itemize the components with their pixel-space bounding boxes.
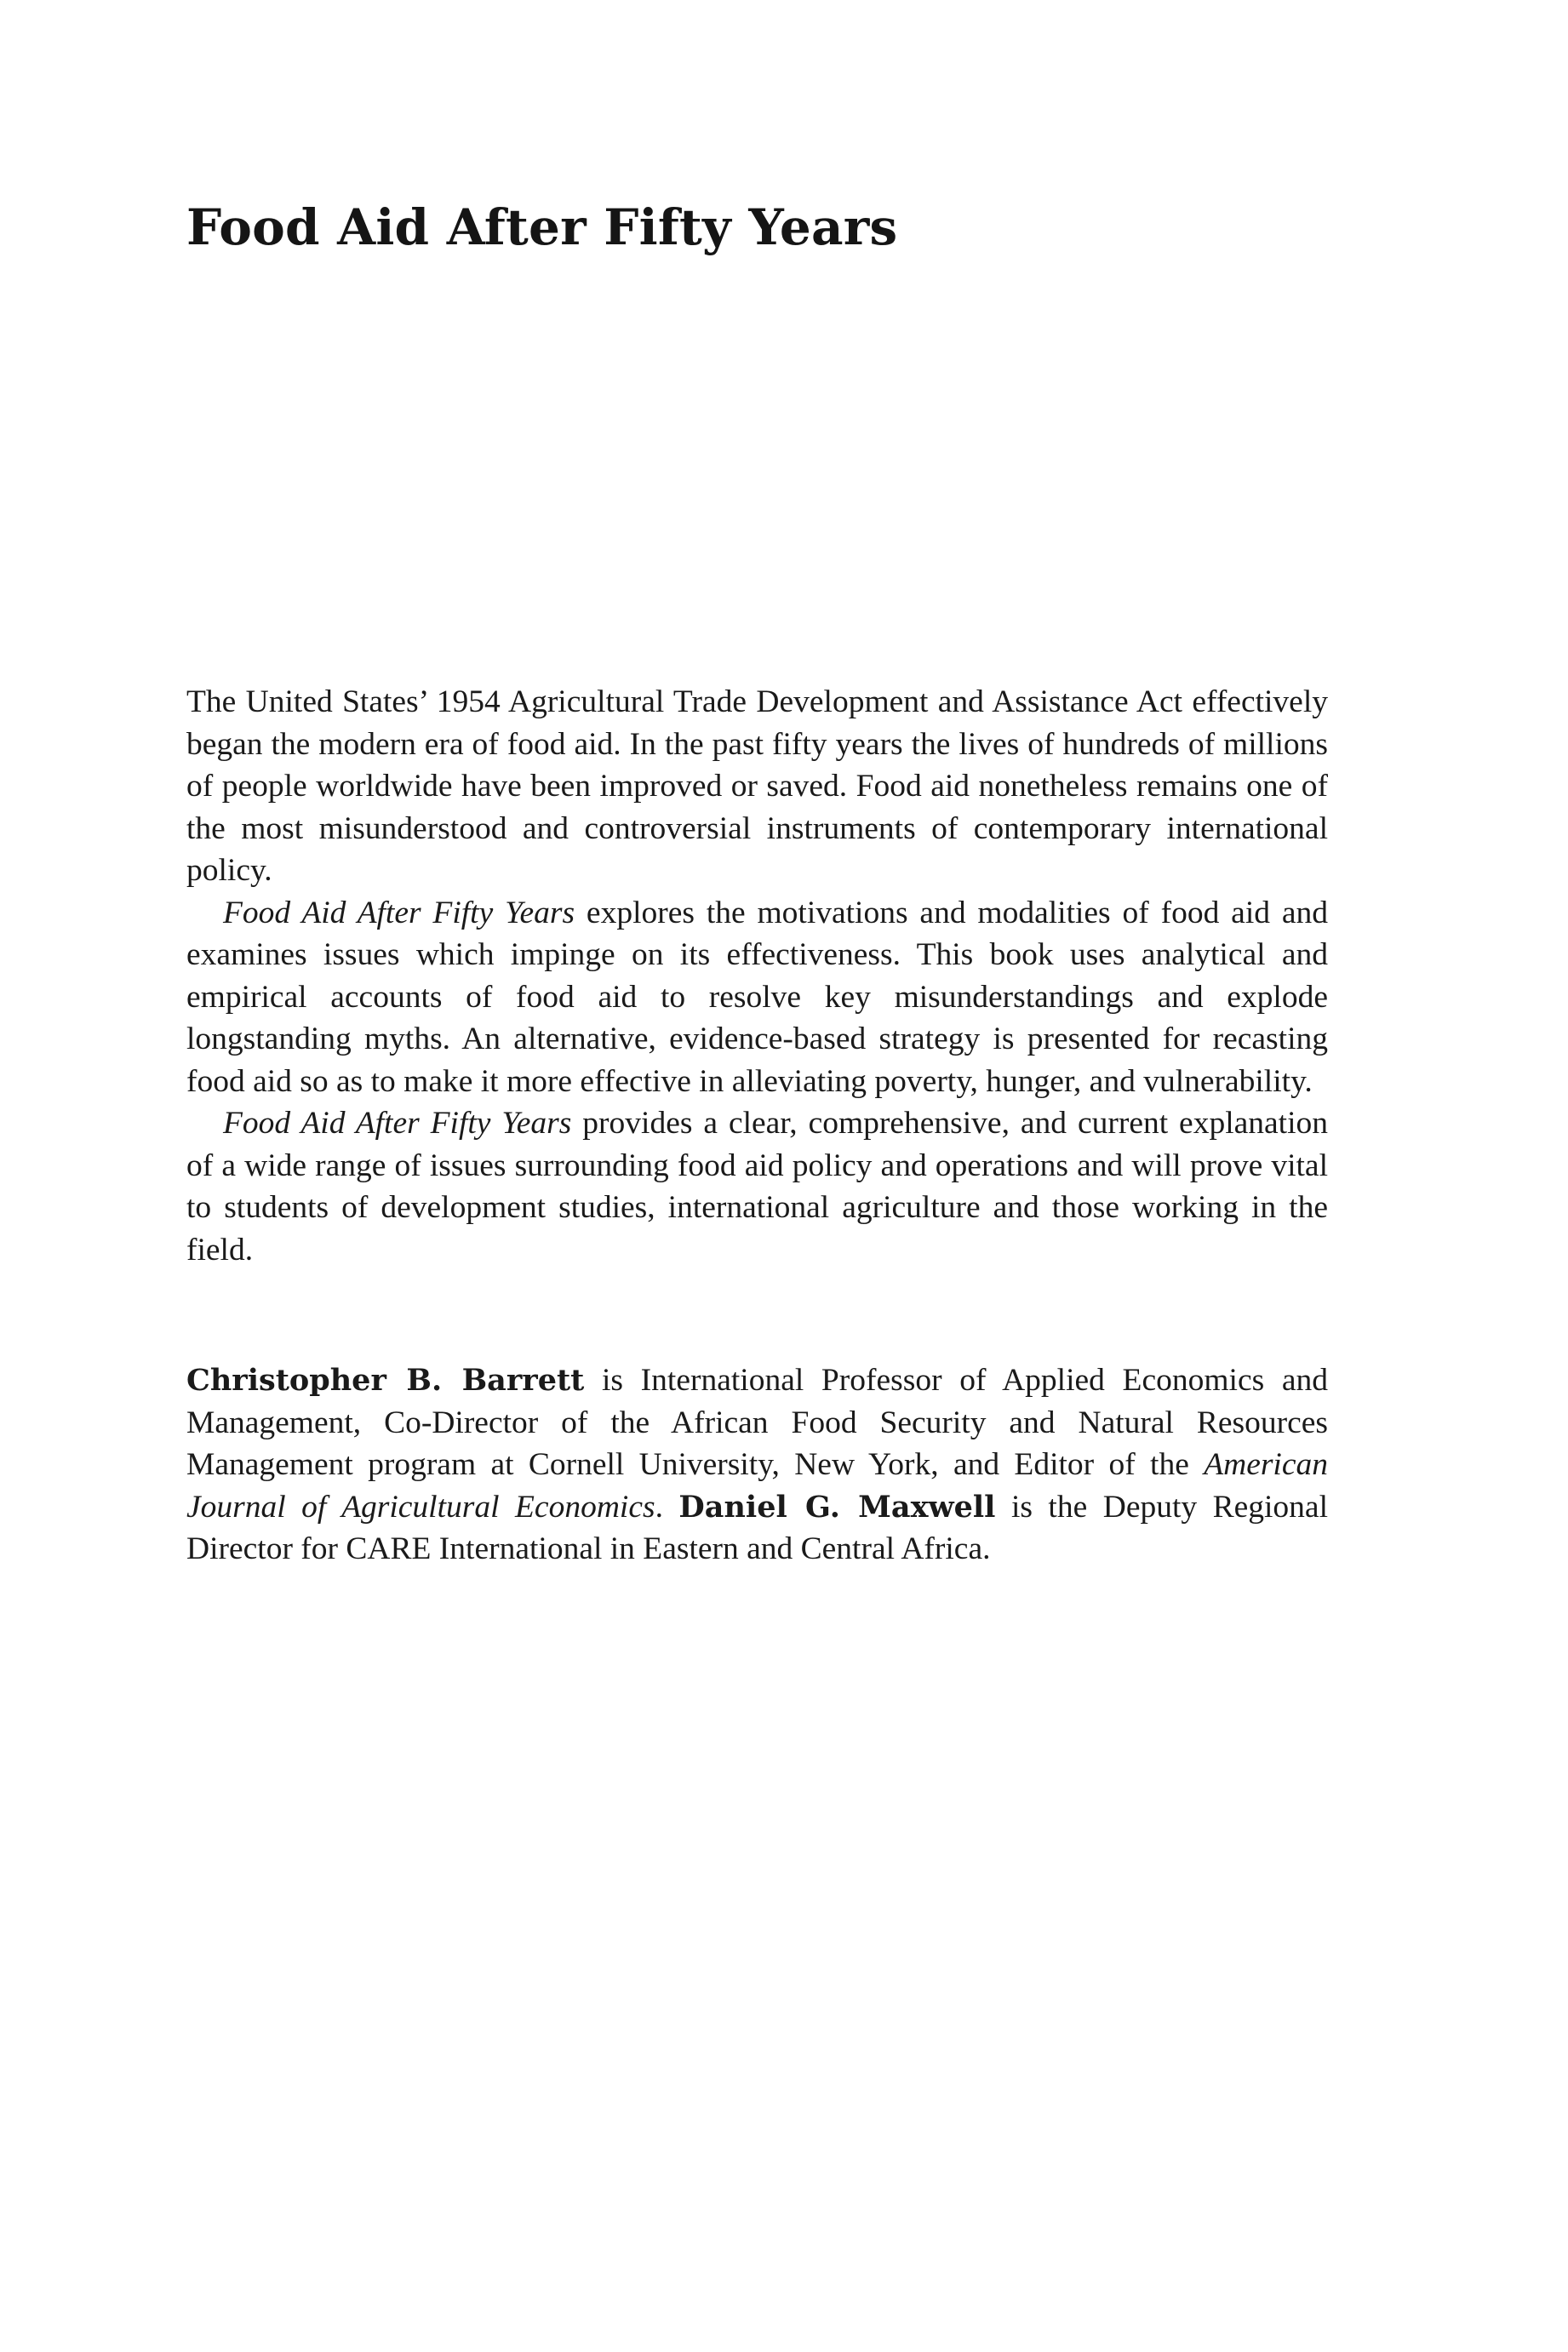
description-paragraph-1: The United States’ 1954 Agricultural Trade Development and Assistance Act effectively began the modern era of food aid. In the past fifty years the lives of hundreds of millions of people worldwide have been improved or saved. Food aid nonetheless remains one of the most misunderstood and controversial instruments of contemporary international policy. <box>186 684 1328 888</box>
description-paragraph-2 <box>186 892 1328 1103</box>
journal-title: American Journal of Agricultural Economics <box>186 1447 1328 1525</box>
author-2-description: is the Deputy Regional Director for CARE International in Eastern and Central Africa. <box>186 1489 1328 1566</box>
book-title-italic: Food Aid After Fifty Years <box>223 895 575 930</box>
description-paragraph-3 <box>186 1102 1328 1271</box>
author-name-maxwell: Daniel G. Maxwell <box>678 1489 996 1525</box>
author-1-description: is International Professor of Applied Economics and Management, Co-Director of the African Food Security and Natural Resources Management program at Cornell University, New York, and Editor of the <box>186 1363 1328 1482</box>
author-name-barrett: Christopher B. Barrett <box>186 1363 585 1398</box>
bio-separator: . <box>655 1489 679 1525</box>
page-title: Food Aid After Fifty Years <box>186 198 898 256</box>
book-description <box>186 681 1328 1271</box>
paragraph-3-text: provides a clear, comprehensive, and current explanation of a wide range of issues surrounding food aid policy and operations and will prove vital to students of development studies, international agriculture and those working in the field. <box>186 1106 1328 1268</box>
author-bio-paragraph <box>186 1359 1328 1571</box>
book-title-italic: Food Aid After Fifty Years <box>223 1106 572 1141</box>
paragraph-2-text: explores the motivations and modalities of food aid and examines issues which impinge on its effectiveness. This book uses analytical and empirical accounts of food aid to resolve key misunderstandings and explode longstanding myths. An alternative, evidence-based strategy is presented for recasting food aid so as to make it more effective in alleviating poverty, hunger, and vulnerability. <box>186 895 1328 1099</box>
author-bio <box>186 1359 1328 1571</box>
